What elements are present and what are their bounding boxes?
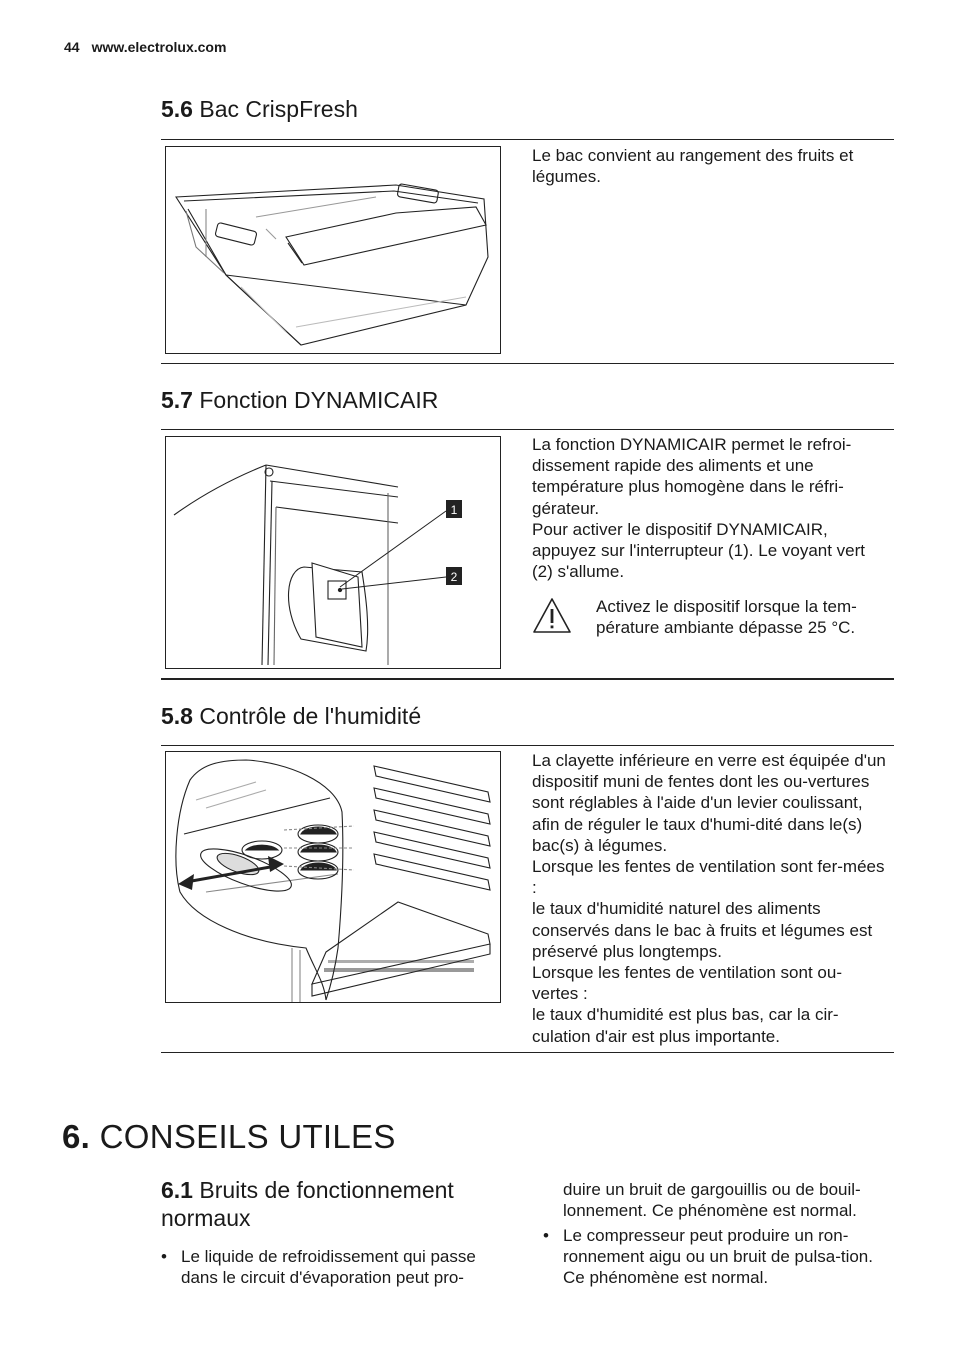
chapter-title — [62, 1118, 396, 1156]
section-number: 5.8 — [161, 703, 193, 729]
section-rule — [161, 1052, 894, 1053]
page-header — [64, 39, 226, 55]
section-title-6-1 — [161, 1176, 521, 1232]
section-title-5-6 — [161, 96, 358, 123]
humidity-control-illustration — [166, 752, 500, 1002]
site-url: www.electrolux.com — [91, 39, 227, 55]
list-item: • Le liquide de refroidissement qui passe dans le circuit d'évaporation peut pro- — [161, 1246, 511, 1290]
crisper-drawer-figure — [165, 146, 501, 354]
callout-1: 1 — [450, 503, 458, 517]
section-heading: Bruits de fonctionnement normaux — [161, 1177, 454, 1231]
page-number: 44 — [64, 39, 80, 55]
callout-2: 2 — [450, 570, 458, 584]
list-item: • Le compresseur peut produire un ron-ronnement aigu ou un bruit de pulsa-tion. Ce phénomène est normal. — [543, 1225, 893, 1289]
section-rule — [161, 429, 894, 430]
paragraph: le taux d'humidité naturel des aliments conservés dans le bac à fruits et légumes est préservé plus longtemps. — [532, 899, 873, 961]
dynamicair-illustration — [166, 437, 500, 668]
section-rule — [161, 139, 894, 140]
section-number: 5.7 — [161, 387, 193, 413]
warning-text: Activez le dispositif lorsque la tem-pérature ambiante dépasse 25 °C. — [596, 597, 857, 638]
paragraph: le taux d'humidité est plus bas, car la cir-culation d'air est plus importante. — [532, 1005, 839, 1046]
section-title-5-8 — [161, 703, 421, 730]
dynamicair-description — [532, 434, 888, 582]
section-heading: Bac CrispFresh — [199, 96, 358, 122]
section-rule — [161, 363, 894, 364]
humidity-description — [532, 750, 888, 1047]
bullet-text: Le compresseur peut produire un ron-ronnement aigu ou un bruit de pulsa-tion. Ce phénomène est normal. — [563, 1226, 873, 1288]
dynamicair-figure — [165, 436, 501, 669]
section-rule — [161, 745, 894, 746]
section-number: 6.1 — [161, 1177, 193, 1203]
section-rule — [161, 678, 894, 680]
paragraph: La fonction DYNAMICAIR permet le refroi-dissement rapide des aliments et une température plus homogène dans le réfri-gérateur. — [532, 435, 852, 518]
section-title-5-7 — [161, 387, 438, 414]
bullet-text: duire un bruit de gargouillis ou de bouil-lonnement. Ce phénomène est normal. — [563, 1180, 861, 1221]
warning-triangle-icon — [532, 596, 572, 636]
paragraph: Lorsque les fentes de ventilation sont ou-vertes : — [532, 963, 842, 1004]
bullet-continuation — [563, 1179, 893, 1221]
section-heading: Contrôle de l'humidité — [199, 703, 422, 729]
crisper-drawer-illustration — [166, 147, 500, 353]
paragraph: Pour activer le dispositif DYNAMICAIR, appuyez sur l'interrupteur (1). Le voyant vert (2) s'allume. — [532, 519, 866, 582]
section-heading: Fonction DYNAMICAIR — [199, 387, 439, 413]
chapter-heading: CONSEILS UTILES — [99, 1118, 396, 1155]
paragraph: Le bac convient au rangement des fruits et légumes. — [532, 146, 854, 187]
paragraph: Lorsque les fentes de ventilation sont fer-mées : — [532, 857, 885, 898]
paragraph: La clayette inférieure en verre est équipée d'un dispositif muni de fentes dont les ou-vertures sont réglables à l'aide d'un levier coulissant, afin de réguler le taux d'humi-dité dans le(s) bac(s) à légumes. — [532, 751, 886, 855]
chapter-number: 6. — [62, 1118, 91, 1155]
bullet-text: Le liquide de refroidissement qui passe dans le circuit d'évaporation peut pro- — [181, 1247, 476, 1288]
crisper-description — [532, 145, 888, 187]
section-number: 5.6 — [161, 96, 193, 122]
humidity-control-figure — [165, 751, 501, 1003]
